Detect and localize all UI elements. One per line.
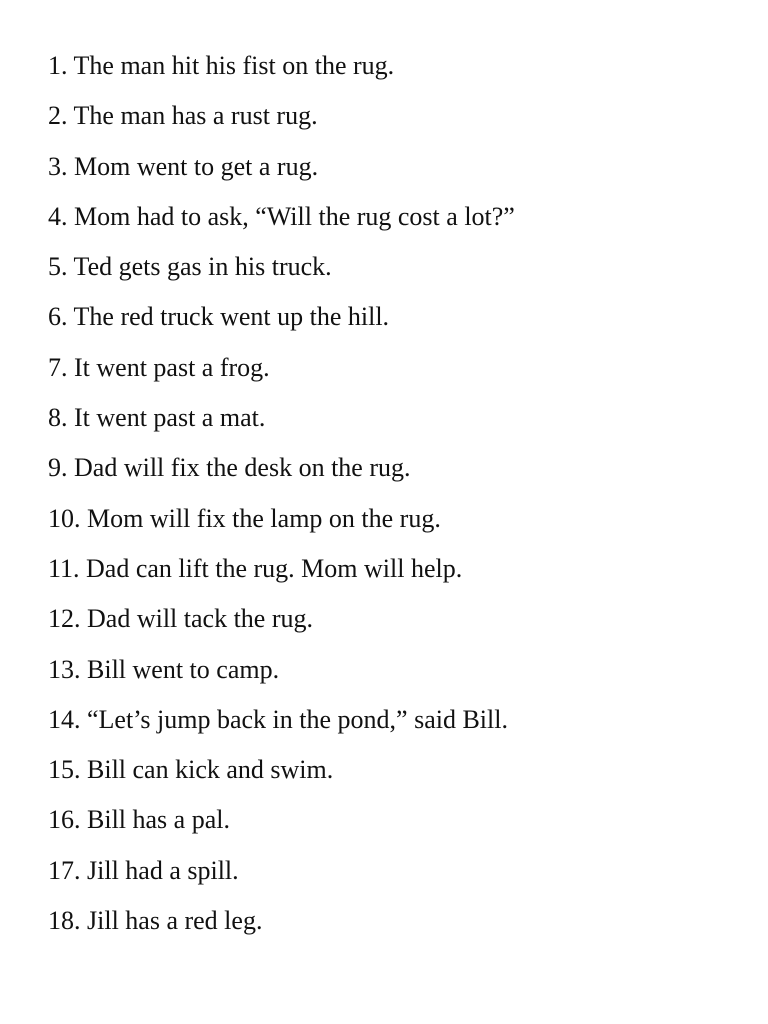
sentence-list <box>48 41 748 946</box>
sentence-item: 12. Dad will tack the rug. <box>48 604 313 634</box>
sentence-item: 13. Bill went to camp. <box>48 654 280 684</box>
sentence-item: 16. Bill has a pal. <box>48 805 230 835</box>
sentence-item: 8. It went past a mat. <box>48 403 266 433</box>
sentence-item: 2. The man has a rust rug. <box>48 101 318 131</box>
sentence-item: 18. Jill has a red leg. <box>48 906 263 936</box>
sentence-item: 4. Mom had to ask, “Will the rug cost a lot?” <box>48 201 515 231</box>
sentence-item: 6. The red truck went up the hill. <box>48 302 390 332</box>
sentence-item: 15. Bill can kick and swim. <box>48 755 334 785</box>
sentence-item: 9. Dad will fix the desk on the rug. <box>48 453 411 483</box>
sentence-item: 3. Mom went to get a rug. <box>48 151 319 181</box>
sentence-item: 14. “Let’s jump back in the pond,” said Bill. <box>48 704 508 734</box>
sentence-item: 17. Jill had a spill. <box>48 855 239 885</box>
sentence-item: 11. Dad can lift the rug. Mom will help. <box>48 553 463 583</box>
sentence-item: 1. The man hit his fist on the rug. <box>48 51 395 80</box>
sentence-item: 7. It went past a frog. <box>48 352 270 382</box>
sentence-item: 10. Mom will fix the lamp on the rug. <box>48 503 441 533</box>
sentence-item: 5. Ted gets gas in his truck. <box>48 252 332 282</box>
